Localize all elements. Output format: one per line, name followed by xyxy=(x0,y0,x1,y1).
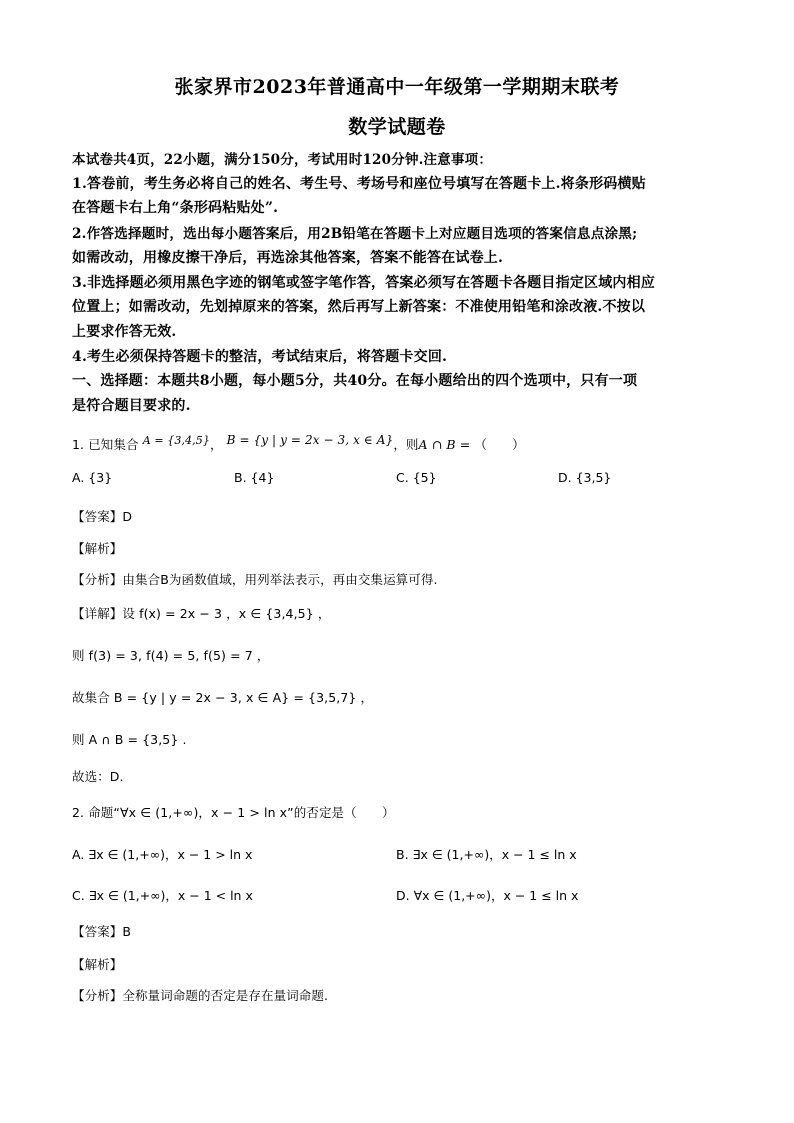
q2-answer-line xyxy=(72,922,131,940)
question-1-expr: A ∩ B = xyxy=(418,437,471,452)
q1-detail-line4: 则 A ∩ B = {3,5} . xyxy=(72,732,187,747)
option-letter: D. xyxy=(396,888,410,903)
q1-option-a xyxy=(72,470,112,485)
exam-title: 张家界市2023年普通高中一年级第一学期期末联考 xyxy=(174,76,620,98)
question-1-comma: ， xyxy=(209,437,223,452)
option-value: ∃x ∈ (1,+∞)，x − 1 ≤ ln x xyxy=(412,847,577,862)
q2-option-c xyxy=(72,886,253,904)
q2-option-d xyxy=(396,886,578,904)
fenxi-text: 由集合B为函数值域，用列举法表示，再由交集运算可得. xyxy=(122,572,438,587)
q1-option-c xyxy=(396,470,437,485)
instruction-2-line1: 2.作答选择题时，选出每小题答案后，用2B铅笔在答题卡上对应题目选项的答案信息点涂黑; xyxy=(72,226,638,242)
option-letter: B. xyxy=(396,847,409,862)
answer-value: D xyxy=(122,509,133,524)
q1-conclusion: 故选：D. xyxy=(72,769,124,784)
option-value: ∃x ∈ (1,+∞)，x − 1 < ln x xyxy=(88,888,253,903)
exam-subtitle: 数学试题卷 xyxy=(348,116,446,138)
question-1-stem xyxy=(72,435,525,453)
q1-detail-line1 xyxy=(72,604,330,622)
q1-answer-line xyxy=(72,507,132,525)
detail-tag: 【详解】 xyxy=(72,606,123,621)
option-letter: B. xyxy=(234,470,247,485)
instruction-3-line2: 位置上；如需改动，先划掉原来的答案，然后再写上新答案：不准使用铅笔和涂改液.不按以 xyxy=(72,299,646,315)
section-1-heading-line1: 一、选择题：本题共8小题，每小题5分，共40分。在每小题给出的四个选项中，只有一项 xyxy=(72,373,638,389)
fenxi-text: 全称量词命题的否定是存在量词命题. xyxy=(122,988,329,1003)
answer-value: B xyxy=(122,924,132,939)
option-letter: C. xyxy=(396,470,409,485)
q1-analysis-tag: 【解析】 xyxy=(72,541,123,556)
question-1-prefix: 1. 已知集合 xyxy=(72,437,139,452)
instruction-1-line2: 在答题卡右上角“条形码粘贴处”. xyxy=(72,200,279,216)
question-1-set-b: B = {y | y = 2x − 3, x ∈ A} xyxy=(226,433,394,447)
q1-detail-line2: 则 f(3) = 3, f(4) = 5, f(5) = 7 ， xyxy=(72,648,270,663)
q1-detail-line3: 故集合 B = {y | y = 2x − 3, x ∈ A} = {3,5,7} ， xyxy=(72,690,374,705)
instruction-3-line1: 3.非选择题必须用黑色字迹的钢笔或签字笔作答，答案必须写在答题卡各题目指定区域内相应 xyxy=(72,275,656,291)
fenxi-tag: 【分析】 xyxy=(72,988,123,1003)
question-1-set-a: A = {3,4,5} xyxy=(142,434,210,447)
instruction-3-line3: 上要求作答无效. xyxy=(72,324,177,340)
answer-tag: 【答案】 xyxy=(72,924,123,939)
detail-text: 设 f(x) = 2x − 3 ，x ∈ {3,4,5} ， xyxy=(122,606,331,621)
question-1-blank: （ ） xyxy=(474,437,525,452)
option-value: {5} xyxy=(412,470,437,485)
option-value: {4} xyxy=(250,470,275,485)
q2-analysis-tag: 【解析】 xyxy=(72,957,123,972)
answer-tag: 【答案】 xyxy=(72,509,123,524)
option-letter: D. xyxy=(558,470,572,485)
option-value: {3,5} xyxy=(575,470,612,485)
instructions-intro: 本试卷共4页，22小题，满分150分，考试用时120分钟.注意事项： xyxy=(72,152,493,168)
option-value: ∃x ∈ (1,+∞)，x − 1 > ln x xyxy=(88,847,253,862)
option-value: ∀x ∈ (1,+∞)，x − 1 ≤ ln x xyxy=(413,888,579,903)
q2-option-b xyxy=(396,845,577,863)
q2-option-a xyxy=(72,845,252,863)
section-1-heading-line2: 是符合题目要求的. xyxy=(72,398,191,414)
q1-fenxi xyxy=(72,570,438,588)
option-letter: A. xyxy=(72,847,85,862)
fenxi-tag: 【分析】 xyxy=(72,572,123,587)
option-letter: C. xyxy=(72,888,85,903)
instruction-2-line2: 如需改动，用橡皮擦干净后，再选涂其他答案，答案不能答在试卷上. xyxy=(72,250,504,266)
option-value: {3} xyxy=(88,470,113,485)
option-letter: A. xyxy=(72,470,85,485)
question-1-suffix: ，则 xyxy=(393,437,419,452)
q2-fenxi xyxy=(72,986,328,1004)
instruction-4: 4.考生必须保持答题卡的整洁，考试结束后，将答题卡交回. xyxy=(72,349,448,365)
q1-option-b xyxy=(234,470,274,485)
instruction-1-line1: 1.答卷前，考生务必将自己的姓名、考生号、考场号和座位号填写在答题卡上.将条形码横贴 xyxy=(72,176,646,192)
q1-option-d xyxy=(558,470,611,485)
question-2-stem: 2. 命题“∀x ∈ (1,+∞)，x − 1 > ln x”的否定是（ ） xyxy=(72,805,395,820)
